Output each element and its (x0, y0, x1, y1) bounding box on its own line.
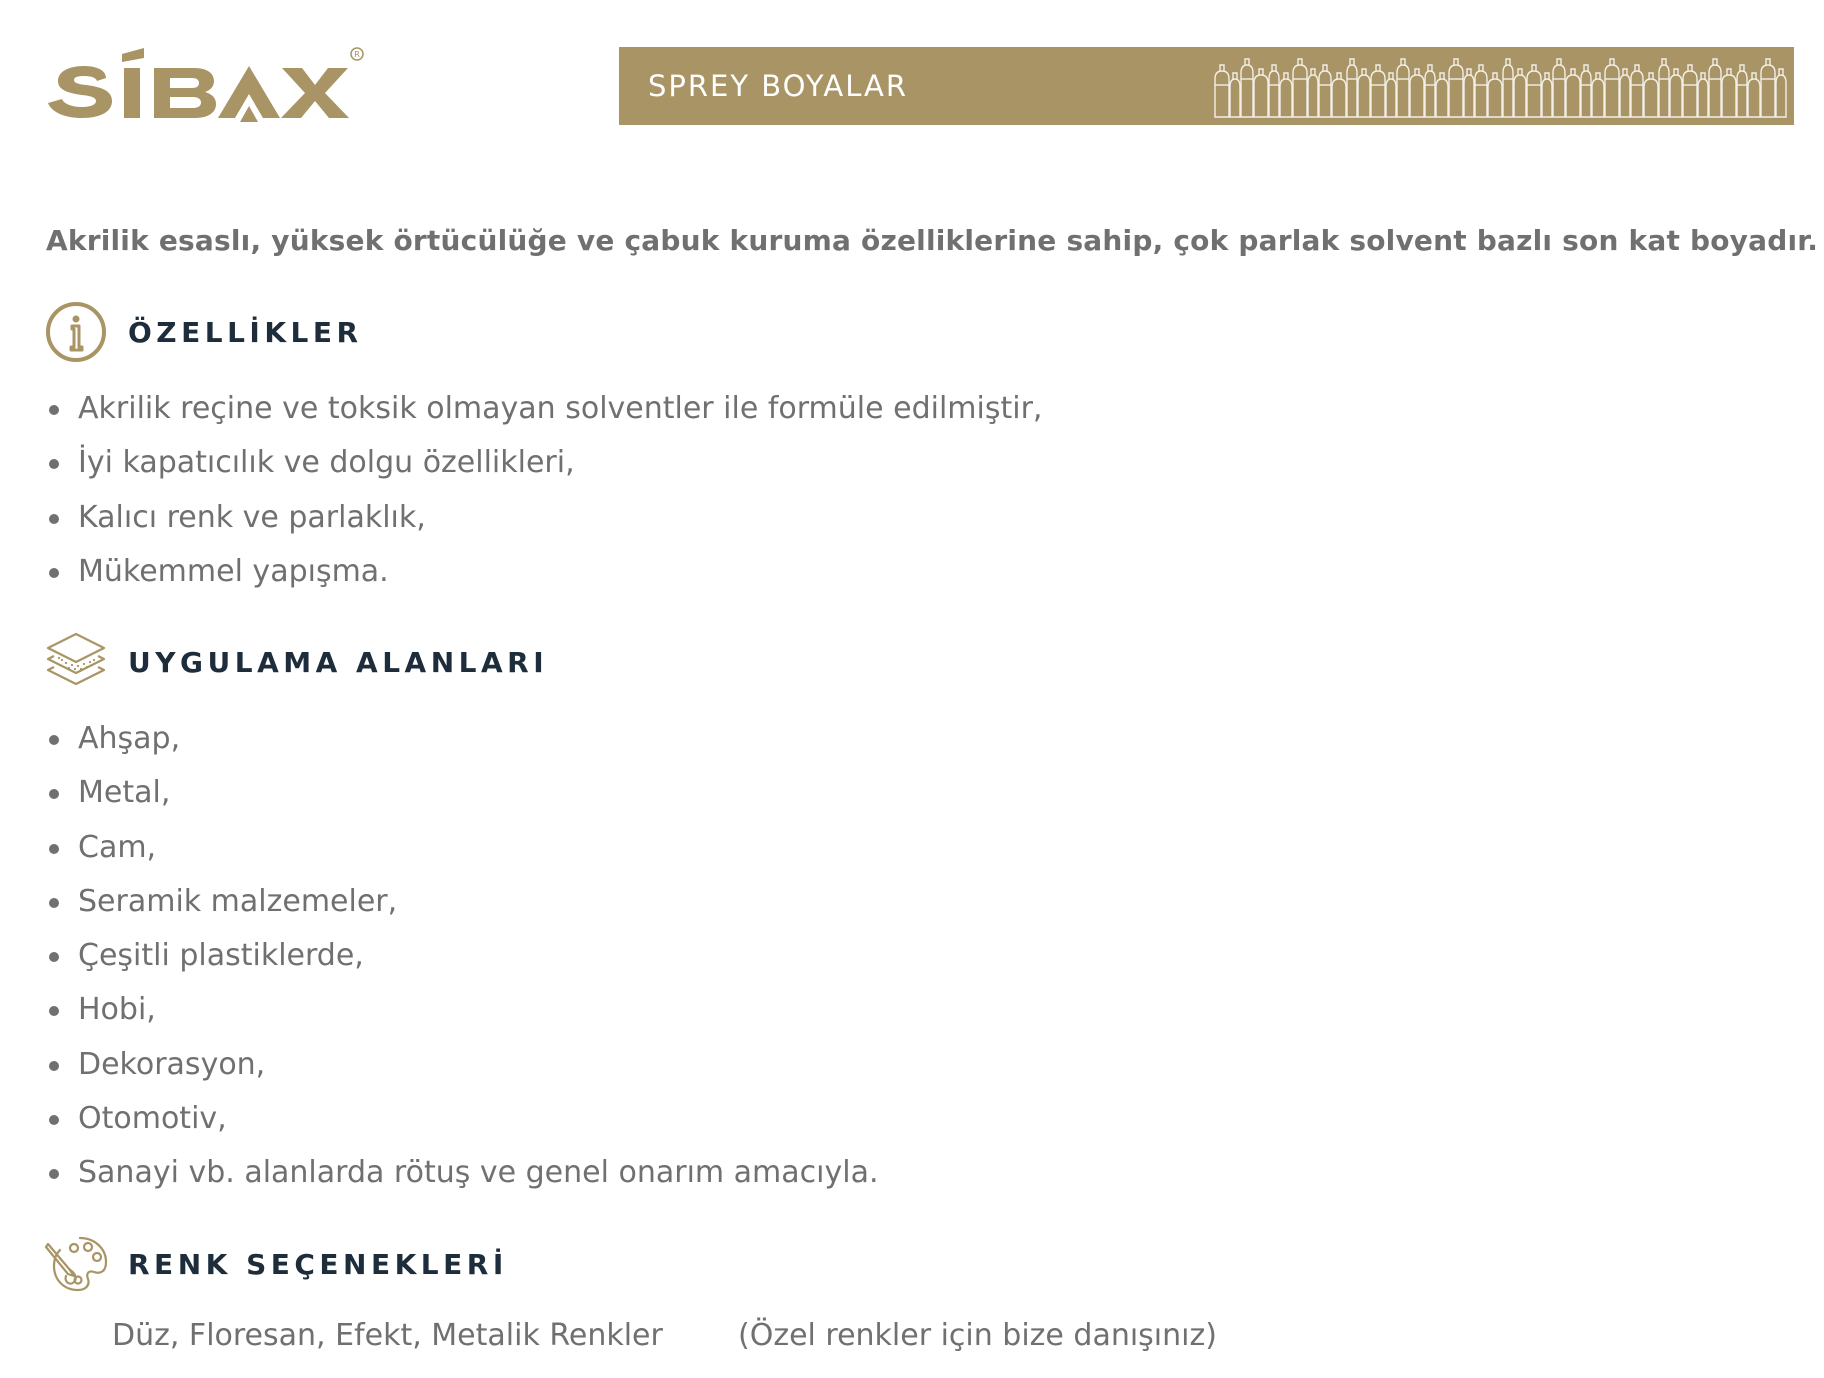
list-item: Otomotiv, (48, 1092, 879, 1146)
spray-cans-illustration (1213, 55, 1793, 119)
list-item: İyi kapatıcılık ve dolgu özellikleri, (48, 436, 1042, 490)
info-icon (44, 300, 108, 364)
applications-title: UYGULAMA ALANLARI (128, 645, 549, 679)
applications-list (48, 712, 879, 1201)
features-title: ÖZELLİKLER (128, 315, 363, 349)
sibax-logo (44, 44, 374, 124)
applications-heading (44, 630, 548, 694)
list-item: Sanayi vb. alanlarda rötuş ve genel onarım amacıyla. (48, 1146, 879, 1200)
list-item: Kalıcı renk ve parlaklık, (48, 491, 1042, 545)
product-description: Akrilik esaslı, yüksek örtücülüğe ve çabuk kuruma özelliklerine sahip, çok parlak solvent bazlı son kat boyadır. (46, 224, 1819, 257)
svg-text:R: R (354, 50, 360, 59)
category-banner (619, 47, 1794, 125)
layers-icon (44, 630, 108, 694)
list-item: Cam, (48, 821, 879, 875)
list-item: Dekorasyon, (48, 1038, 879, 1092)
custom-colors-note: (Özel renkler için bize danışınız) (738, 1318, 1217, 1353)
list-item: Seramik malzemeler, (48, 875, 879, 929)
colors-heading (44, 1232, 508, 1296)
list-item: Ahşap, (48, 712, 879, 766)
banner-title: SPREY BOYALAR (648, 69, 909, 103)
list-item: Çeşitli plastiklerde, (48, 929, 879, 983)
list-item: Akrilik reçine ve toksik olmayan solventler ile formüle edilmiştir, (48, 382, 1042, 436)
features-heading (44, 300, 363, 364)
features-list (48, 382, 1042, 599)
list-item: Mükemmel yapışma. (48, 545, 1042, 599)
list-item: Metal, (48, 766, 879, 820)
palette-icon (44, 1232, 108, 1296)
list-item: Hobi, (48, 983, 879, 1037)
color-options: Düz, Floresan, Efekt, Metalik Renkler (112, 1318, 663, 1353)
colors-title: RENK SEÇENEKLERİ (128, 1247, 508, 1281)
